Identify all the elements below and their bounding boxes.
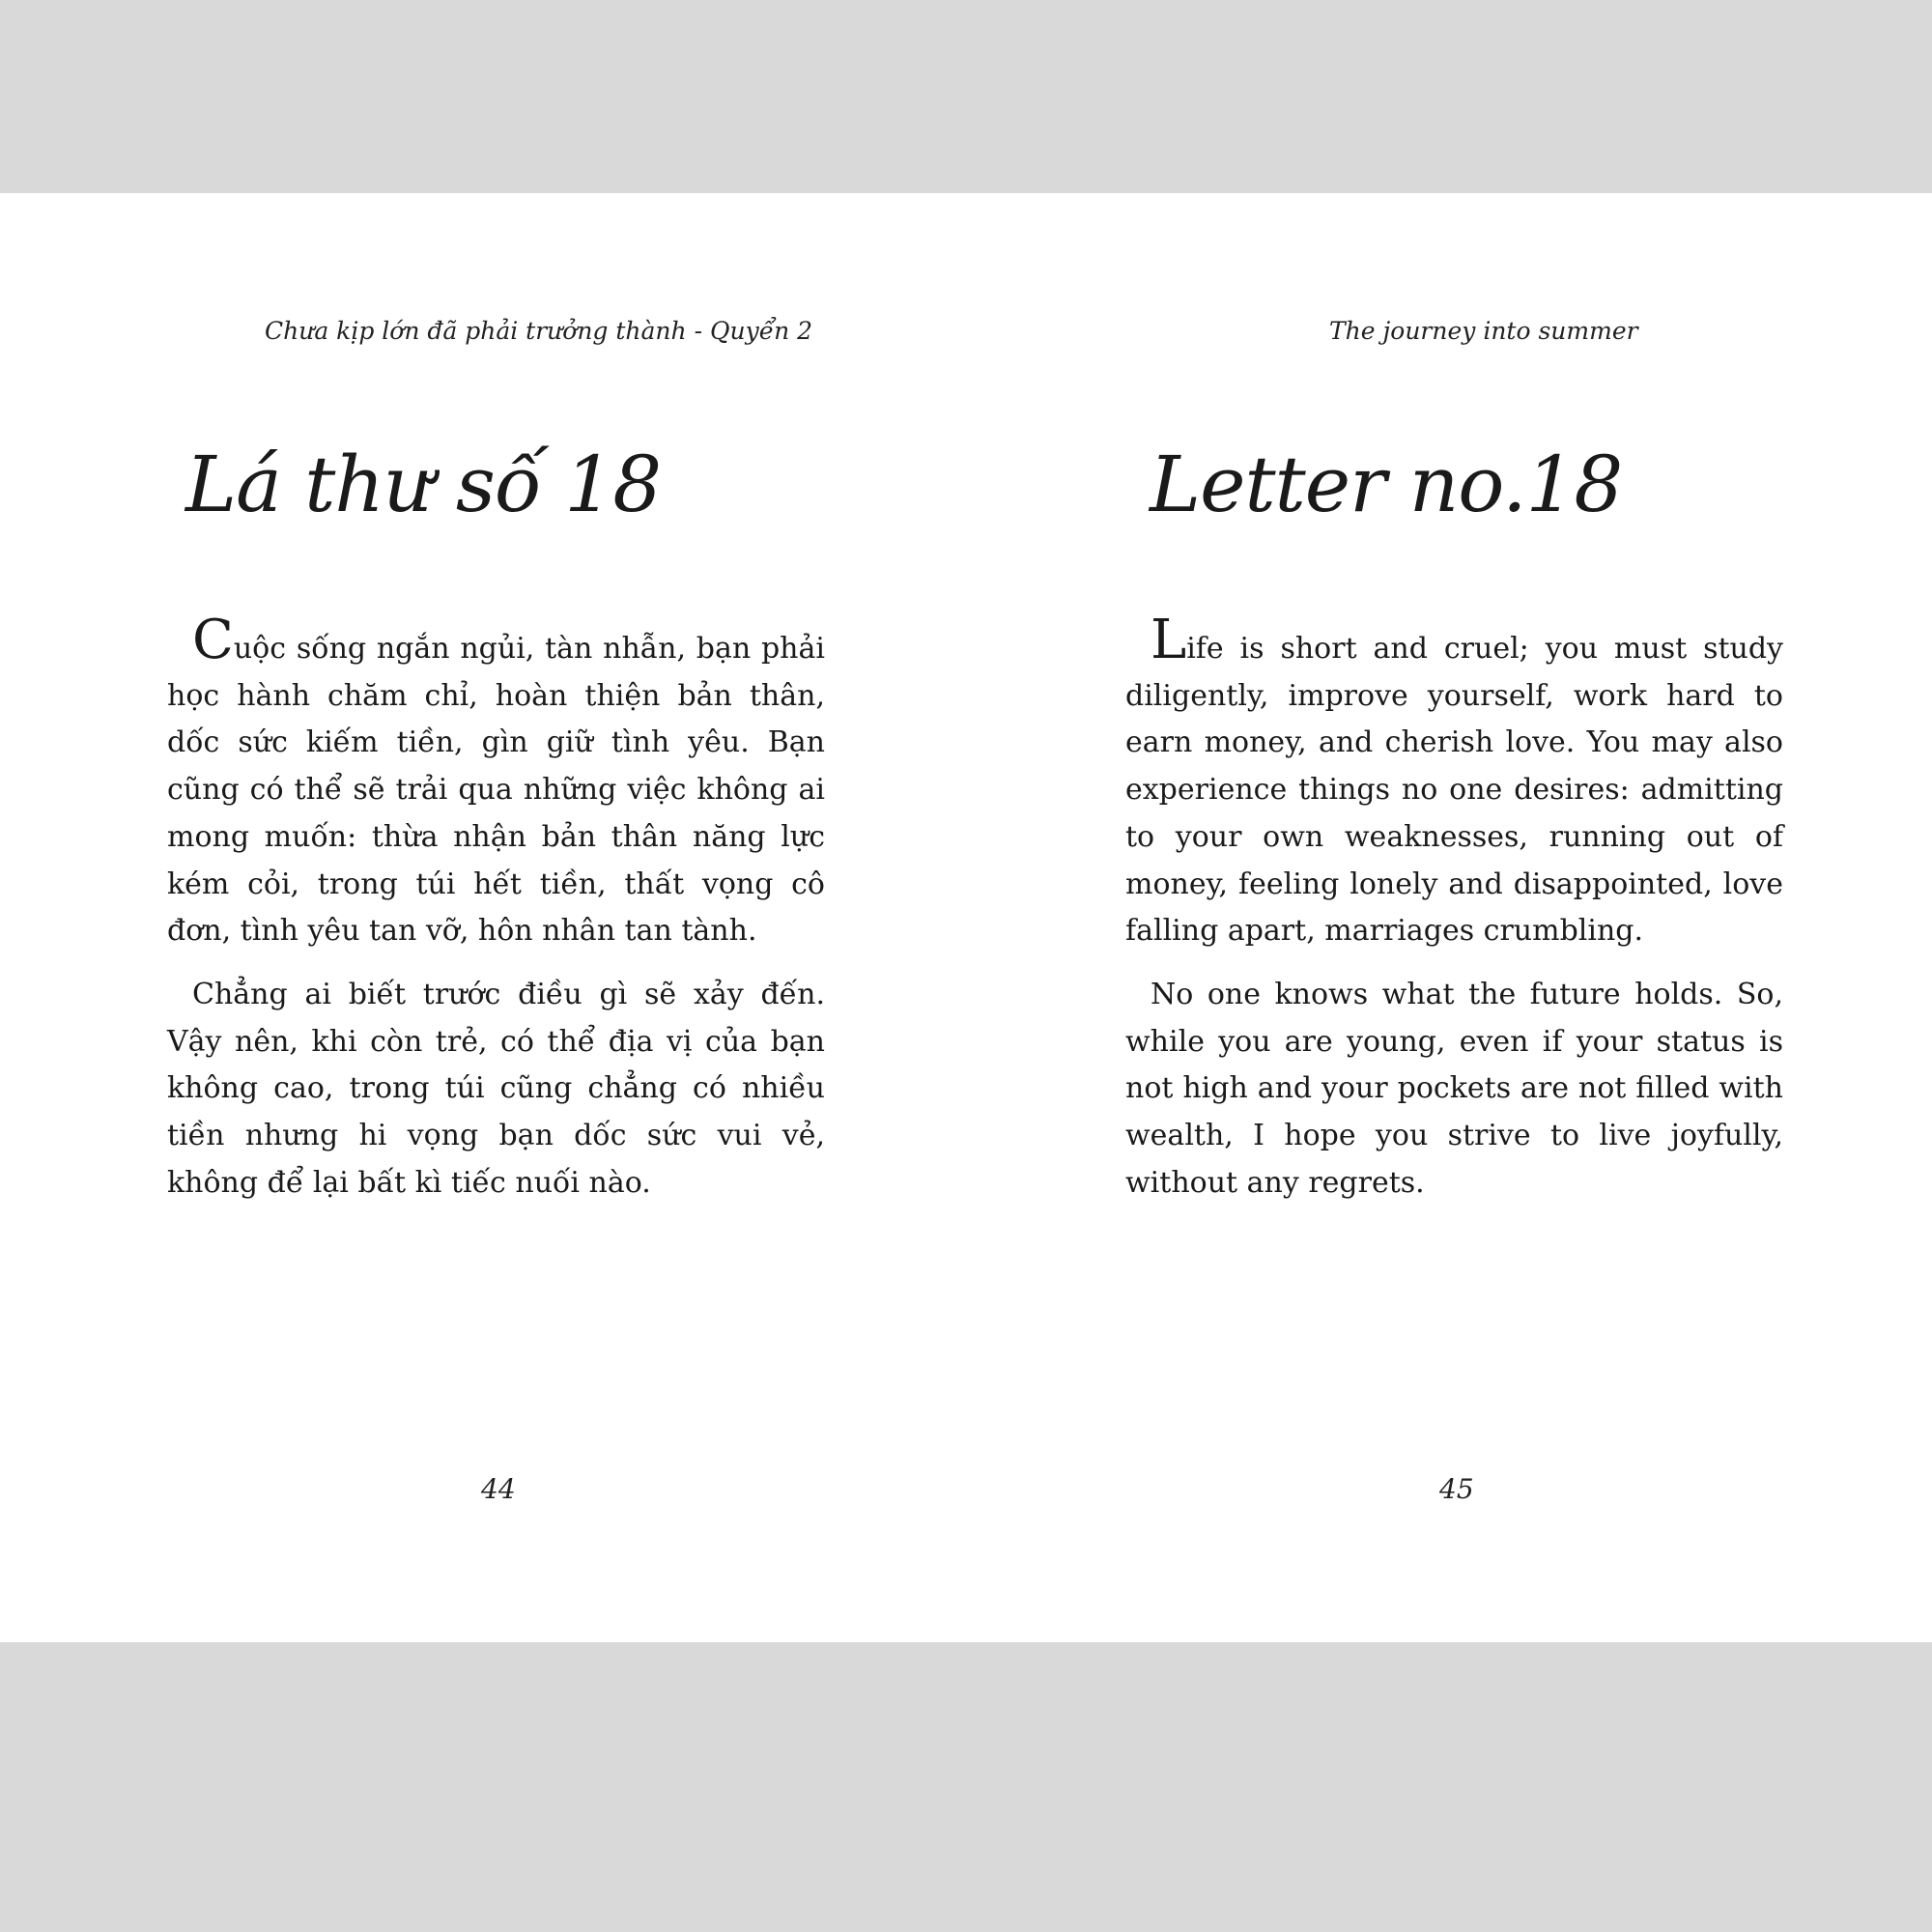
left-page xyxy=(0,193,966,1642)
paragraph xyxy=(1125,609,1783,955)
page-number: 45 xyxy=(1439,1473,1474,1505)
paragraph xyxy=(167,609,825,955)
paragraph: No one knows what the future holds. So, while you are young, even if your status is not high and your pockets are not filled with wealth, I hope you strive to live joyfully, without any regrets. xyxy=(1125,977,1783,1200)
page-number: 44 xyxy=(481,1473,516,1505)
running-head: The journey into summer xyxy=(1329,317,1638,345)
running-head: Chưa kịp lớn đã phải trưởng thành - Quyển 2 xyxy=(265,317,813,345)
letter-body xyxy=(167,609,825,1223)
book-spread xyxy=(0,193,1932,1642)
initial-letter: C xyxy=(192,609,234,671)
letter-title: Letter no.18 xyxy=(1150,440,1623,529)
paragraph-text: ife is short and cruel; you must study diligently, improve yourself, work hard to earn money, and cherish love. You may also experience things no one desires: admitting to your own weaknesses, running out of money, feeling lonely and disappointed, love falling apart, marriages crumbling. xyxy=(1125,632,1783,949)
paragraph-text: uộc sống ngắn ngủi, tàn nhẫn, bạn phải học hành chăm chỉ, hoàn thiện bản thân, dốc sức kiếm tiền, gìn giữ tình yêu. Bạn cũng có thể sẽ trải qua những việc không ai mong muốn: thừa nhận bản thân năng lực kém cỏi, trong túi hết tiền, thất vọng cô đơn, tình yêu tan vỡ, hôn nhân tan tành. xyxy=(167,632,825,949)
letter-body xyxy=(1125,609,1783,1223)
right-page xyxy=(966,193,1932,1642)
initial-letter: L xyxy=(1151,609,1187,671)
letter-title: Lá thư số 18 xyxy=(185,440,662,529)
paragraph: Chẳng ai biết trước điều gì sẽ xảy đến. Vậy nên, khi còn trẻ, có thể địa vị của bạn không cao, trong túi cũng chẳng có nhiều tiền nhưng hi vọng bạn dốc sức vui vẻ, không để lại bất kì tiếc nuối nào. xyxy=(167,977,825,1200)
